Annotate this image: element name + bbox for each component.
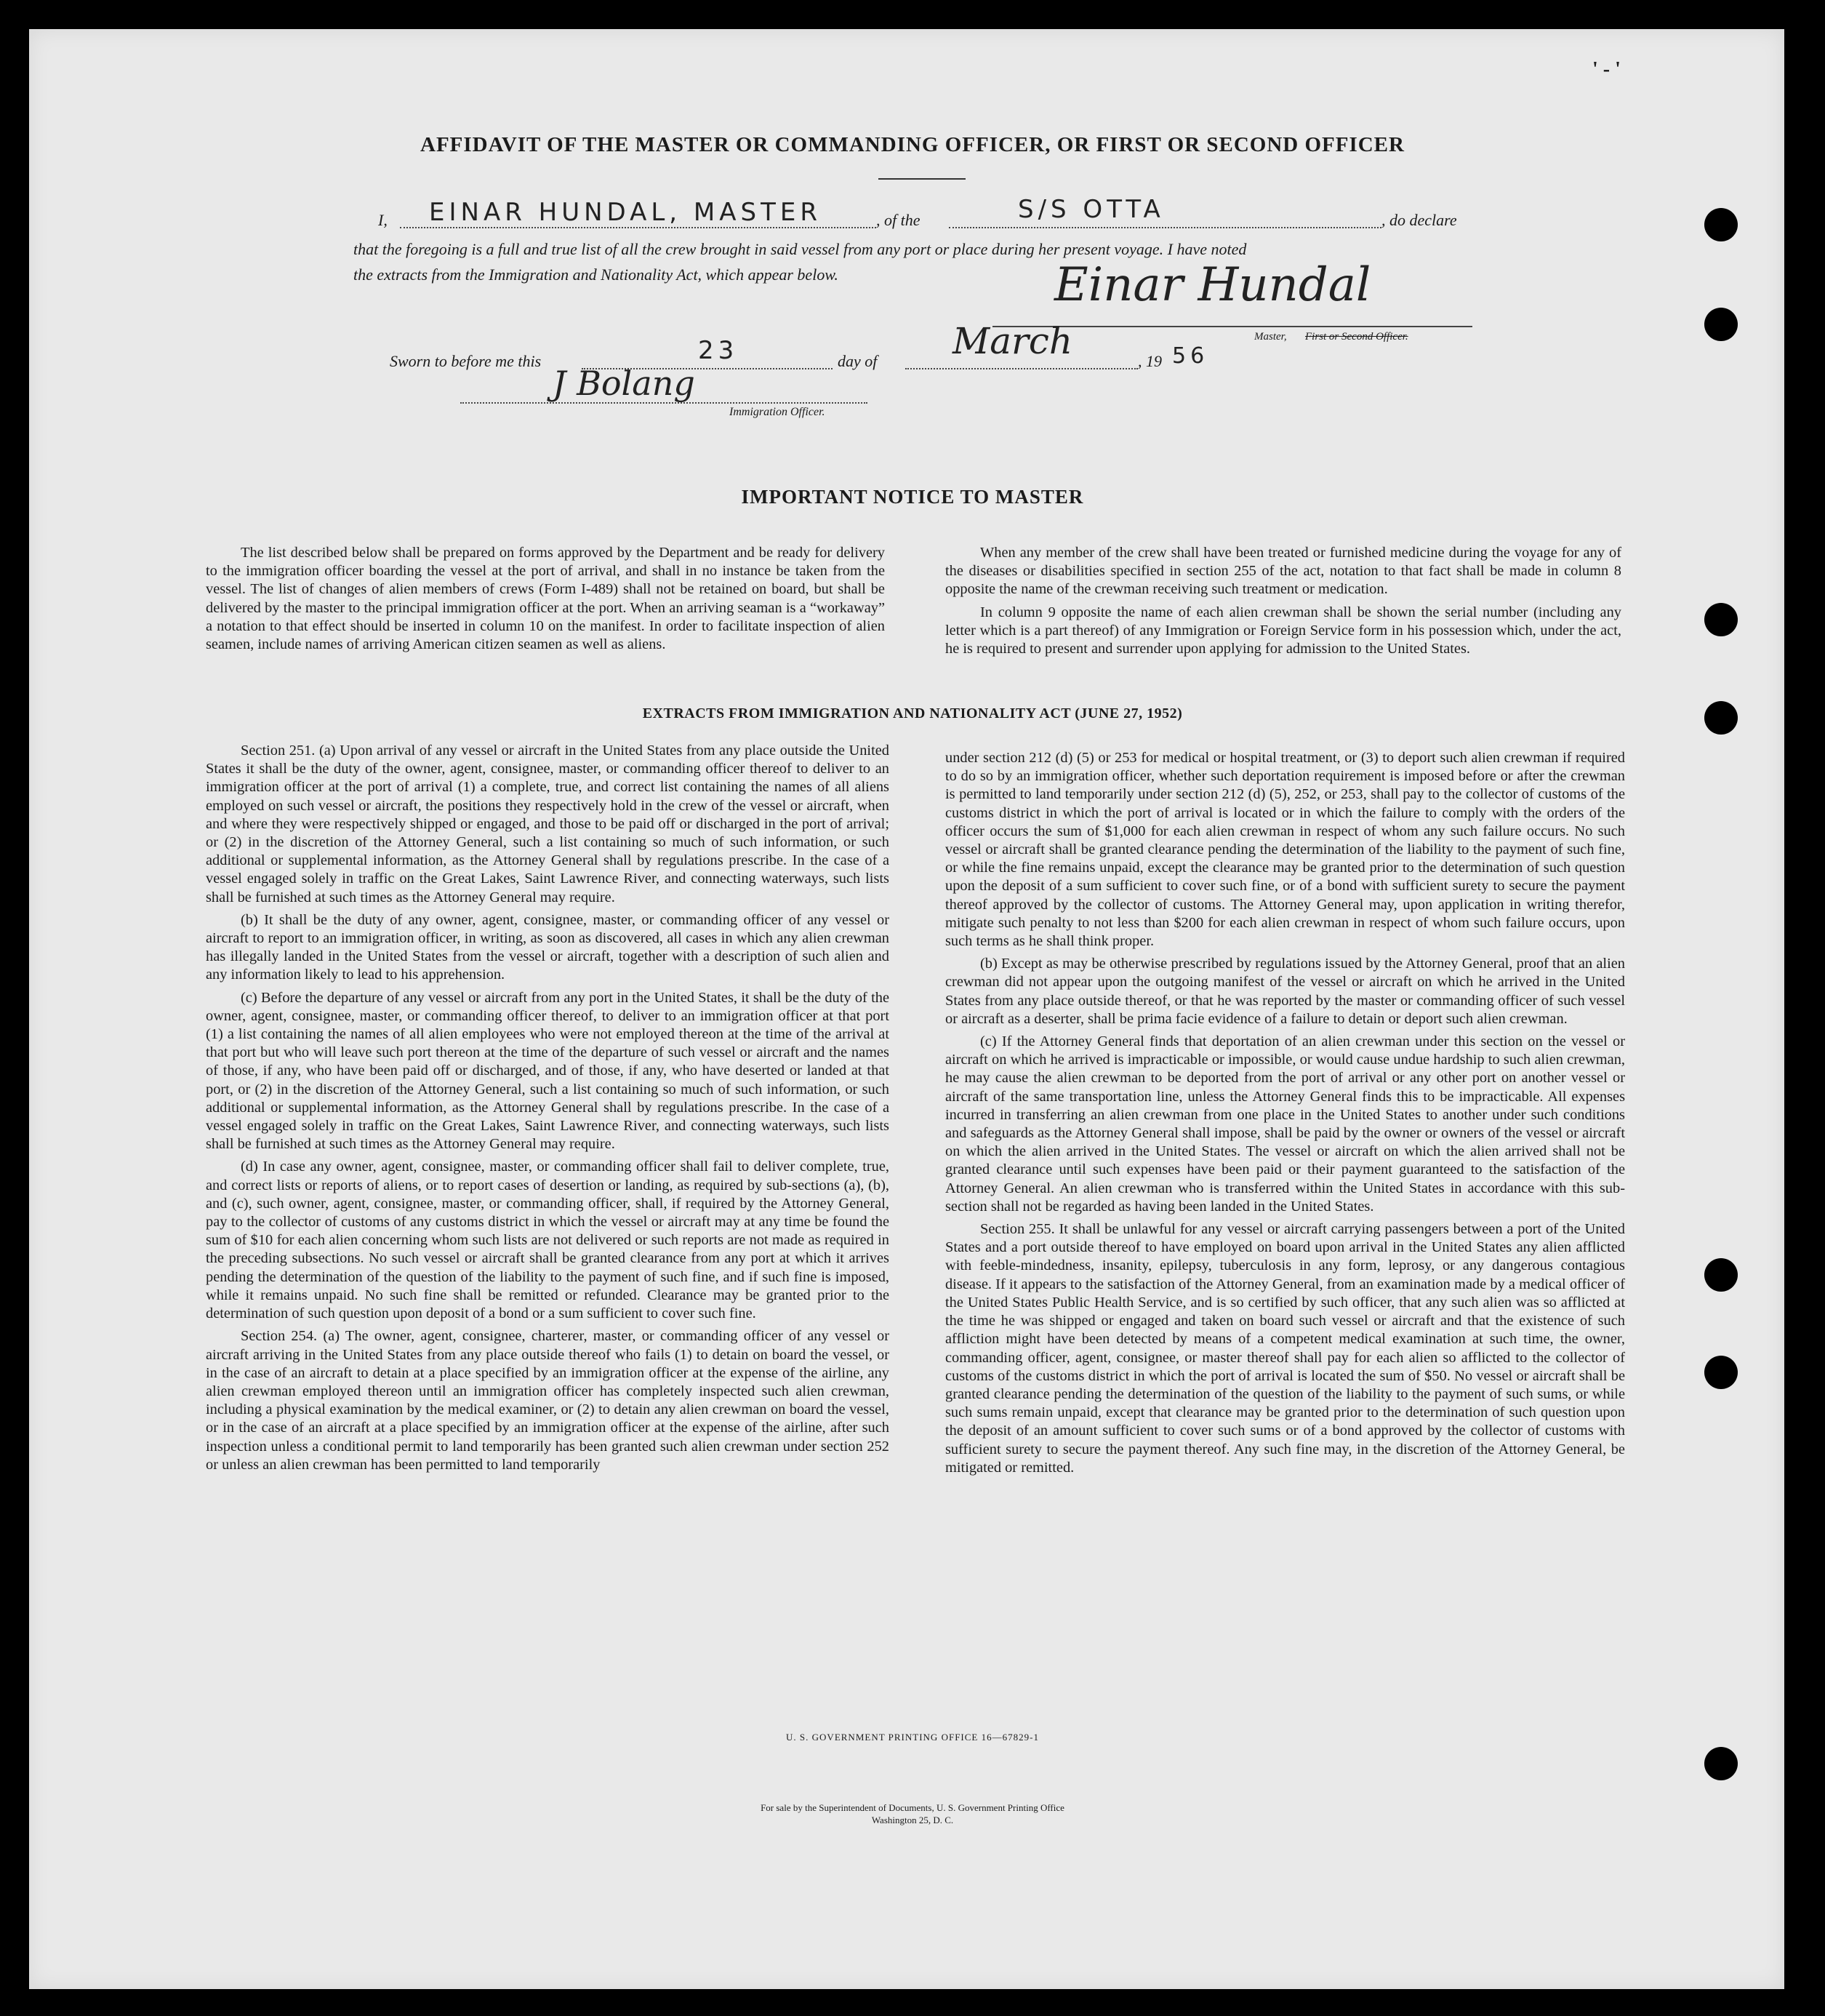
notice-left-paragraph: The list described below shall be prepared on forms approved by the Department and be ready for delivery to the immigration officer boarding the vessel at the port of arrival, and shall in no instance be taken from the vessel. The list of changes of alien members of crews (Form I-489) shall not be retained on board, but shall be delivered by the master to the principal immigration officer at the port. When an arriving seaman is a “workaway” a notation to that effect should be inserted in column 10 on the manifest. In order to facilitate inspection of alien seamen, include names of arriving American citizen seamen as well as aliens.: [206, 545, 885, 653]
section-251-a: Section 251. (a) Upon arrival of any vessel or aircraft in the United States from any place outside the United States it shall be the duty of the owner, agent, consignee, master, or commanding officer thereof to deliver to an immigration officer at the port of arrival (1) a complete, true, and correct list containing the names of all aliens employed on such vessel or aircraft, the positions they respectively hold in the crew of the vessel or aircraft, when and where they were respectively shipped or engaged, and those to be paid off or discharged in the port of arrival; or (2) in the discretion of the Attorney General, such a list containing so much of such information, or such additional or supplemental information, as the Attorney General shall by regulations prescribe. In the case of a vessel engaged solely in traffic on the Great Lakes, Saint Lawrence River, and connecting waterways, such lists shall be furnished at such times as the Attorney General may require.: [206, 743, 889, 905]
year-prefix: , 19: [1138, 352, 1162, 370]
extracts-title: EXTRACTS FROM IMMIGRATION AND NATIONALITY ACT (JUNE 27, 1952): [642, 705, 1183, 721]
punch-hole: [1704, 1258, 1738, 1292]
punch-hole: [1704, 308, 1738, 341]
notice-title: IMPORTANT NOTICE TO MASTER: [741, 486, 1084, 508]
title-rule: [878, 178, 966, 180]
section-251-d: (d) In case any owner, agent, consignee, master, or commanding officer shall fail to deliver complete, true, and correct lists or reports of aliens, or to report cases of desertion or landing, as required by sub-sections (a), (b), and (c), such owner, agent, consignee, master, or commanding officer, shall, if required by the Attorney General, pay to the collector of customs of any customs district in which the vessel or aircraft may at any time be found the sum of $10 for each alien concerning whom such lists are not delivered or such reports are not made as required in the preceding subsections. No such vessel or aircraft shall be granted clearance from any port at which it arrives pending the determination of the question of the liability to the payment of such fine, and if such fine is imposed, while it remains unpaid. No such fine shall be remitted or refunded. Clearance may be granted prior to the determination of such question upon deposit of a bond or a sum sufficient to cover such fine.: [206, 1159, 889, 1322]
day-handwritten: 23: [698, 336, 739, 365]
section-254-a-continued: under section 212 (d) (5) or 253 for medical or hospital treatment, or (3) to deport such alien crewman if required to do so by an immigration officer, whether such deportation requirement is imposed before or after the crewman is permitted to land temporarily under section 212 (d) (5), 252, or 253, shall pay to the collector of customs of the customs district in which the port of arrival is located or in which the failure to comply with the orders of the officer occurs the sum of $1,000 for each alien crewman in respect of whom any such failure occurs. No such vessel or aircraft shall be granted clearance pending the determination of the liability to the payment of such fine, or while the fine remains unpaid, except the clearance may be granted prior to the determination of such question upon the deposit of a sum sufficient to cover such fine, or of a bond with sufficient surety to secure the payment thereof approved by the collector of customs. The Attorney General may, upon application in writing therefor, mitigate such penalty to not less than $200 for each alien crewman in respect of whom such failure occurs, upon such terms as he shall think proper.: [945, 750, 1625, 950]
extracts-left-column: [206, 742, 889, 1479]
day-of-label: day of: [838, 352, 878, 370]
master-signature: Einar Hundal: [1054, 258, 1371, 312]
notice-right-paragraph-2: In column 9 opposite the name of each alien crewman shall be shown the serial number (including any letter which is a part thereof) of any Immigration or Foreign Service form in his possession which, under the act, he is required to present and surrender upon applying for admission to the United States.: [945, 604, 1621, 657]
punch-hole: [1704, 603, 1738, 636]
master-label: Master,: [1254, 331, 1287, 343]
officer-signature: J Bolang: [553, 364, 695, 403]
struck-officer-label: First or Second Officer.: [1305, 331, 1408, 343]
section-251-b: (b) It shall be the duty of any owner, agent, consignee, master, or commanding officer of any vessel or aircraft to report to an immigration officer, in writing, as soon as discovered, all cases in which any alien crewman has illegally landed in the United States from the vessel or aircraft, together with a description of such alien and any information likely to lead to his apprehension.: [206, 911, 889, 983]
section-251-c: (c) Before the departure of any vessel or aircraft from any port in the United States, it shall be the duty of the owner, agent, consignee, master, or commanding officer thereof, to deliver to an immigration officer at that port (1) a list containing the names of all alien employees who were not employed thereon at the time of the arrival at that port but who will leave such port thereon at the time of the departure of such vessel or aircraft and the names of those, if any, who have been paid off or discharged, and of those, if any, who have deserted or landed at that port, or (2) in the discretion of the Attorney General, such a list containing so much of such information, or such additional or supplemental information, as the Attorney General shall by regulations prescribe. In the case of a vessel engaged solely in traffic on the Great Lakes, Saint Lawrence River, and connecting waterways, such lists shall be furnished at such times as the Attorney General may require.: [206, 989, 889, 1153]
section-254-b: (b) Except as may be otherwise prescribed by regulations issued by the Attorney General, proof that an alien crewman did not appear upon the outgoing manifest of the vessel or aircraft on which he arrived in the United States from any place outside thereof, or that he was reported by the master or commanding officer of such vessel or aircraft as a deserter, shall be prima facie evidence of a failure to detain or deport such alien crewman.: [945, 956, 1625, 1027]
do-declare-label: , do declare: [1381, 211, 1457, 229]
declaration-body-2: the extracts from the Immigration and Nationality Act, which appear below.: [353, 265, 838, 284]
extracts-right-column: [945, 749, 1625, 1481]
month-handwritten: March: [952, 320, 1073, 362]
sworn-label: Sworn to before me this: [390, 352, 542, 370]
sale-line-2: Washington 25, D. C.: [871, 1815, 954, 1825]
officer-label: Immigration Officer.: [729, 406, 825, 418]
punch-hole: [1704, 208, 1738, 241]
year-handwritten: 56: [1172, 343, 1209, 369]
declaration-prefix: I,: [378, 211, 388, 229]
scan-marks: ' - ': [1592, 58, 1621, 81]
master-name-handwritten: EINAR HUNDAL, MASTER: [429, 198, 822, 227]
sale-line-1: For sale by the Superintendent of Documents, U. S. Government Printing Office: [761, 1802, 1064, 1813]
officer-signature-line: [460, 402, 867, 404]
printing-office-line: U. S. GOVERNMENT PRINTING OFFICE 16—67829-1: [786, 1732, 1039, 1743]
notice-left-column: [206, 544, 885, 658]
punch-hole: [1704, 1747, 1738, 1780]
vessel-name-handwritten: S/S OTTA: [1018, 195, 1165, 224]
of-the-label: , of the: [876, 211, 920, 229]
section-254-c: (c) If the Attorney General finds that deportation of an alien crewman under this section on the vessel or aircraft on which he arrived is impracticable or impossible, or would cause undue hardship to such alien crewman, he may cause the alien crewman to be deported from the port of arrival or any other port on another vessel or aircraft of the same transportation line, unless the Attorney General finds this to be impracticable. All expenses incurred in transferring an alien crewman from one place in the United States to another under such conditions and safeguards as the Attorney General shall impose, shall be paid by the owner or owners of the vessel or aircraft on which the alien arrived in the United States. The vessel or aircraft on which the alien arrived shall not be granted clearance until such expenses have been paid or their payment guaranteed to the satisfaction of the Attorney General. An alien crewman who is transferred within the United States in accordance with this sub-section shall not be regarded as having been landed in the United States.: [945, 1033, 1625, 1215]
section-255: Section 255. It shall be unlawful for any vessel or aircraft carrying passengers between a port of the United States and a port outside thereof to have employed on board upon arrival in the United States any alien afflicted with feeble-mindedness, insanity, epilepsy, tuberculosis in any form, leprosy, or any dangerous contagious disease. If it appears to the satisfaction of the Attorney General, from an examination made by a medical officer of the United States Public Health Service, and is so certified by such officer, that any such alien was so afflicted at the time he was shipped or engaged and taken on board such vessel or aircraft and that the existence of such affliction might have been detected by means of a competent medical examination at such time, the owner, commanding officer, agent, consignee, or master thereof shall pay for each alien so afflicted to the collector of customs of the customs district in which the port of arrival is located the sum of $50. No vessel or aircraft shall be granted clearance pending the determination of the question of the liability to the payment of such sums, or while such sums remain unpaid, except that clearance may be granted prior to the determination of such question upon the deposit of an amount sufficient to cover such sums or of a bond approved by the collector of customs with sufficient surety to secure the payment thereof. Any such fine may, in the discretion of the Attorney General, be mitigated or remitted.: [945, 1221, 1625, 1476]
notice-right-column: [945, 544, 1621, 663]
notice-right-paragraph-1: When any member of the crew shall have been treated or furnished medicine during the voyage for any of the diseases or disabilities specified in section 255 of the act, notation to that fact shall be made in column 8 opposite the name of the crewman receiving such treatment or medication.: [945, 545, 1621, 598]
affidavit-title: AFFIDAVIT OF THE MASTER OR COMMANDING OFFICER, OR FIRST OR SECOND OFFICER: [420, 133, 1405, 156]
declaration-body-1: that the foregoing is a full and true list of all the crew brought in said vessel from any port or place during her present voyage. I have noted: [353, 240, 1247, 258]
vessel-line: [949, 196, 1381, 228]
section-254-a: Section 254. (a) The owner, agent, consignee, charterer, master, or commanding officer of any vessel or aircraft arriving in the United States from any place outside thereof who fails (1) to detain on board the vessel, or in the case of an aircraft to detain at a place specified by an immigration officer at the expense of the airline, any alien crewman employed thereon until an immigration officer has completely inspected such alien crewman, including a physical examination by the medical examiner, or (2) to detain any alien crewman on board the vessel, or in the case of an aircraft at a place specified by an immigration officer at the expense of the airline, after such inspection unless a conditional permit to land temporarily has been granted such alien crewman under section 252 or unless an alien crewman has been permitted to land temporarily: [206, 1328, 889, 1473]
punch-hole: [1704, 1356, 1738, 1389]
